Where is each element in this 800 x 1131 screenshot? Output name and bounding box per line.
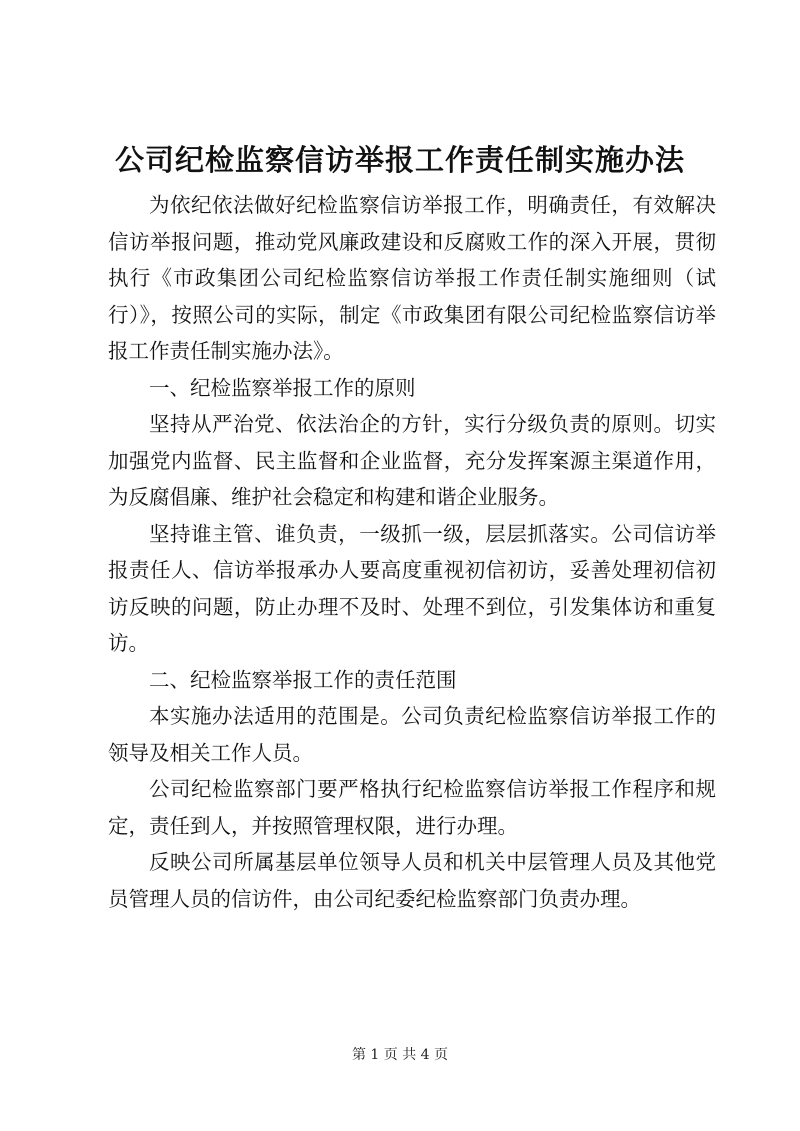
document-title: 公司纪检监察信访举报工作责任制实施办法 (114, 143, 685, 177)
page-number-footer: 第 1 页 共 4 页 (351, 1047, 449, 1063)
section-heading-scope: 二、纪检监察举报工作的责任范围 (149, 667, 457, 692)
scope-paragraph-1: 本实施办法适用的范围是。公司负责纪检监察信访举报工作的领导及相关工作人员。 (108, 704, 716, 765)
principles-paragraph-2: 坚持谁主管、谁负责，一级抓一级，层层抓落实。公司信访举报责任人、信访举报承办人要高度重视初信初访，妥善处理初信初访反映的问题，防止办理不及时、处理不到位，引发集体访和重复访。 (108, 521, 716, 655)
scope-paragraph-3: 反映公司所属基层单位领导人员和机关中层管理人员及其他党员管理人员的信访件，由公司纪委纪检监察部门负责办理。 (108, 850, 716, 911)
principles-paragraph-1: 坚持从严治党、依法治企的方针，实行分级负责的原则。切实加强党内监督、民主监督和企业监督，充分发挥案源主渠道作用，为反腐倡廉、维护社会稳定和构建和谐企业服务。 (108, 412, 716, 509)
section-heading-principles: 一、纪检监察举报工作的原则 (149, 375, 416, 400)
scope-paragraph-2: 公司纪检监察部门要严格执行纪检监察信访举报工作程序和规定，责任到人，并按照管理权限，进行办理。 (108, 777, 716, 838)
document-body (108, 187, 716, 917)
intro-paragraph: 为依纪依法做好纪检监察信访举报工作，明确责任，有效解决信访举报问题，推动党风廉政建设和反腐败工作的深入开展，贯彻执行《市政集团公司纪检监察信访举报工作责任制实施细则（试行）》，按照公司的实际，制定《市政集团有限公司纪检监察信访举报工作责任制实施办法》。 (108, 193, 716, 363)
